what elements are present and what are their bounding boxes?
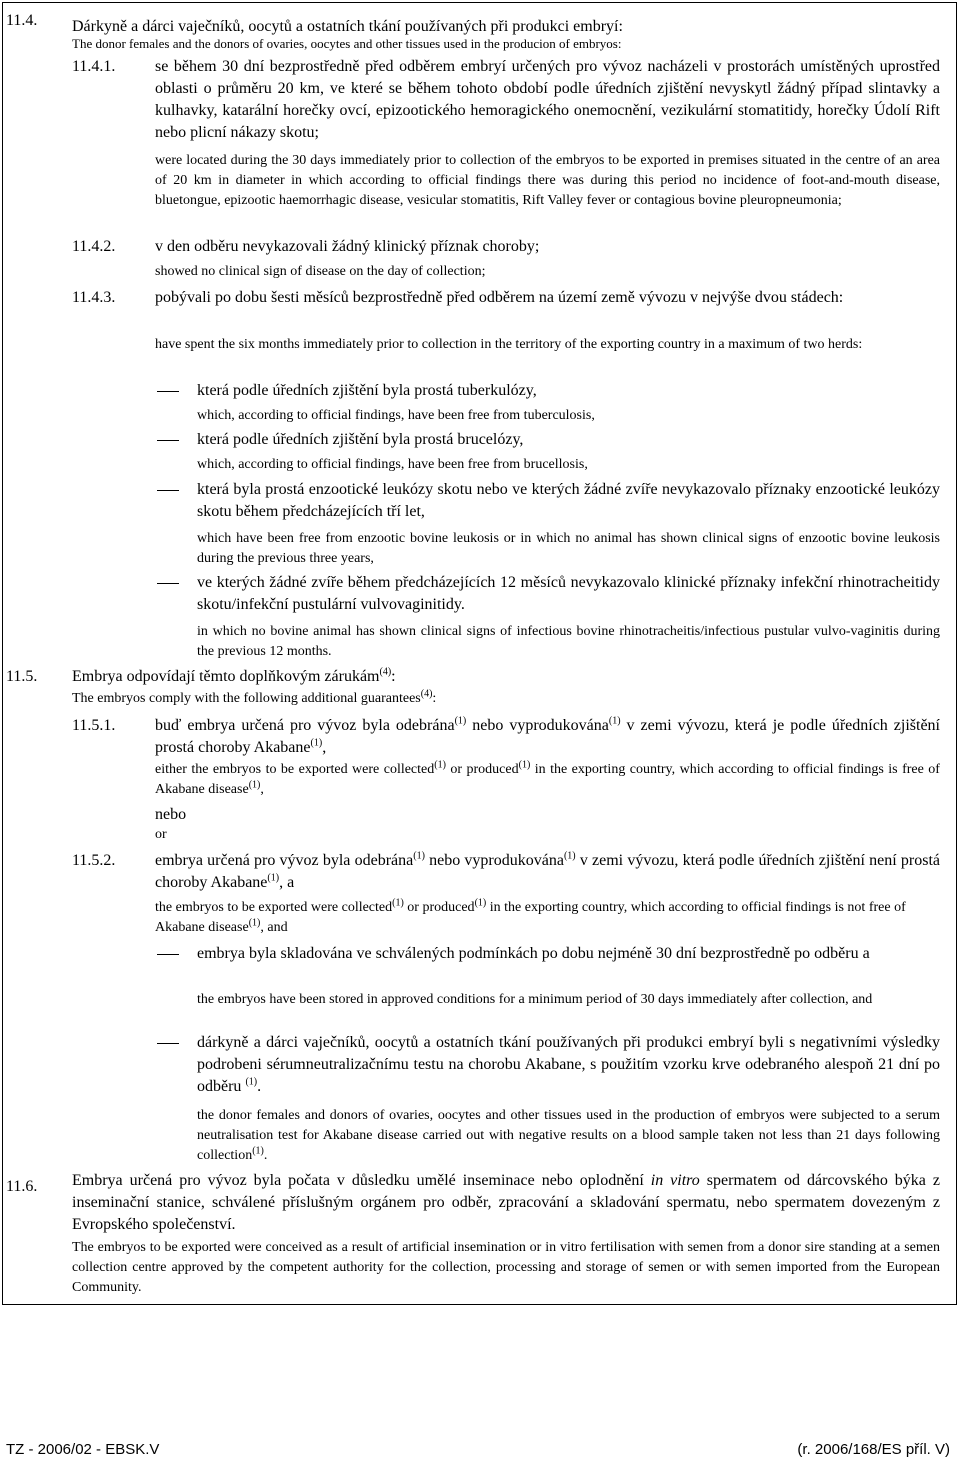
section-heading-en: The embryos comply with the following additional guarantees$^{(4)}$: (72, 688, 437, 706)
item-number: 11.4.1. (72, 58, 116, 75)
bullet-text-cz: která byla prostá enzootické leukózy skotu nebo ve kterých žádné zvíře nevykazovalo příznaky enzootické leukózy skotu během předcházejících tří let, (197, 481, 940, 520)
bullet-text-cz: která podle úředních zjištění byla prostá brucelózy, (197, 431, 524, 448)
dash-bullet (157, 391, 179, 392)
item-text-cz: embrya určená pro vývoz byla odebrána$^{(1)}$ nebo vyprodukována$^{(1)}$ v zemi vývozu, která podle úředních zjištění není prostá choroby Akabane$^{(1)}$, a (155, 850, 940, 891)
section-heading-cz: Embrya odpovídají těmto doplňkovým zárukám$^{(4)}$: (72, 666, 396, 685)
item-text-cz: v den odběru nevykazovali žádný klinický příznak choroby; (155, 238, 540, 255)
footer-reference: (r. 2006/168/ES příl. V) (797, 1441, 950, 1458)
dash-bullet (157, 490, 179, 491)
item-text-en: have spent the six months immediately prior to collection in the territory of the exporting country in a maximum of two herds: (155, 337, 863, 352)
section-text-en: The embryos to be exported were conceived as a result of artificial insemination or in vitro fertilisation with semen from a donor sire standing at a semen collection centre approved by the competent authority for the collection, processing and storage of semen or with semen imported from the European Community. (72, 1240, 940, 1295)
bullet-text-en: which, according to official findings, have been free from brucellosis, (197, 457, 588, 472)
bullet-text-en: which, according to official findings, have been free from tuberculosis, (197, 408, 595, 423)
item-text-en: were located during the 30 days immediately prior to collection of the embryos to be exported in premises situated in the centre of an area of 20 km in diameter in which according to official findings there was during this period no incidence of foot-and-mouth disease, bluetongue, epizootic haemorrhagic disease, vesicular stomatitis, Rift Valley fever or contagious bovine pleuropneumonia; (155, 153, 940, 208)
bullet-text-cz: ve kterých žádné zvíře během předcházejících 12 měsíců nevykazovalo klinické příznaky infekční rhinotracheitidy skotu/infekční pustulární vulvovaginitidy. (197, 574, 940, 613)
footer-document-code: TZ - 2006/02 - EBSK.V (6, 1441, 160, 1458)
section-heading-en: The donor females and the donors of ovaries, oocytes and other tissues used in the producion of embryos: (72, 36, 622, 51)
dash-bullet (157, 440, 179, 441)
section-number: 11.5. (6, 668, 38, 685)
item-text-cz: se během 30 dní bezprostředně před odběrem embryí určených pro vývoz nacházeli v prostorách umístěných uprostřed oblasti o průměru 20 km, ve které se během tohoto období podle úředních zjištění nevyskytl žádný případ slintavky a kulhavky, katarální horečky ovcí, epizootického hemoragického onemocnění, vezikulární stomatitidy, horečky Údolí Rift nebo plicní nákazy skotu; (155, 58, 940, 141)
item-number: 11.4.3. (72, 289, 116, 306)
bullet-text-cz: která podle úředních zjištění byla prostá tuberkulózy, (197, 382, 537, 399)
bullet-text-cz: dárkyně a dárci vaječníků, oocytů a ostatních tkání používaných při produkci embryí byli s negativními výsledky podrobeni sérumneutralizačnímu testu na chorobu Akabane, s použitím vzorku krve odebraného alespoň 21 dní po odběru $^{(1)}$. (197, 1034, 940, 1095)
dash-bullet (157, 1043, 179, 1044)
item-text-en: either the embryos to be exported were collected$^{(1)}$ or produced$^{(1)}$ in the exporting country, which according to official findings is free of Akabane disease$^{(1)}$, (155, 759, 940, 797)
section-number: 11.4. (6, 12, 38, 29)
dash-bullet (157, 583, 179, 584)
item-number: 11.5.2. (72, 852, 116, 869)
section-number: 11.6. (6, 1178, 38, 1195)
alternative-cz: nebo (155, 806, 187, 823)
bullet-text-en: the donor females and donors of ovaries, oocytes and other tissues used in the production of embryos were subjected to a serum neutralisation test for Akabane disease carried out with negative results on a blood sample taken not less than 21 days following collection$^{(1)}$. (197, 1108, 940, 1163)
item-text-cz: buď embrya určená pro vývoz byla odebrána$^{(1)}$ nebo vyprodukována$^{(1)}$ v zemi vývozu, která je podle úředních zjištění prostá choroby Akabane$^{(1)}$, (155, 715, 940, 756)
item-text-cz: pobývali po dobu šesti měsíců bezprostředně před odběrem na území země vývozu v nejvýše dvou stádech: (155, 289, 844, 306)
alternative-en: or (155, 827, 167, 842)
section-text-cz: Embrya určená pro vývoz byla počata v důsledku umělé inseminace nebo oplodnění in vitro spermatem od dárcovského býka z inseminační stanice, schválené příslušným orgánem pro odběr, zpracování a skladování spermatu, nebo spermatem dovezeným z Evropského společenství. (72, 1172, 940, 1233)
item-number: 11.5.1. (72, 717, 116, 734)
dash-bullet (157, 954, 179, 955)
bullet-text-cz: embrya byla skladována ve schválených podmínkách po dobu nejméně 30 dní bezprostředně po odběru a (197, 945, 870, 962)
section-heading-cz: Dárkyně a dárci vaječníků, oocytů a ostatních tkání používaných při produkci embryí: (72, 18, 623, 35)
item-text-en: showed no clinical sign of disease on the day of collection; (155, 264, 486, 279)
item-number: 11.4.2. (72, 238, 116, 255)
item-text-en: the embryos to be exported were collected$^{(1)}$ or produced$^{(1)}$ in the exporting country, which according to official findings is not free of Akabane disease$^{(1)}$, and (155, 897, 906, 935)
bullet-text-en: the embryos have been stored in approved conditions for a minimum period of 30 days immediately after collection, and (197, 992, 873, 1007)
bullet-text-en: which have been free from enzootic bovine leukosis or in which no animal has shown clinical signs of enzootic bovine leukosis during the previous three years, (197, 531, 940, 566)
bullet-text-en: in which no bovine animal has shown clinical signs of infectious bovine rhinotracheitis/infectious pustular vulvo-vaginitis during the previous 12 months. (197, 624, 940, 659)
